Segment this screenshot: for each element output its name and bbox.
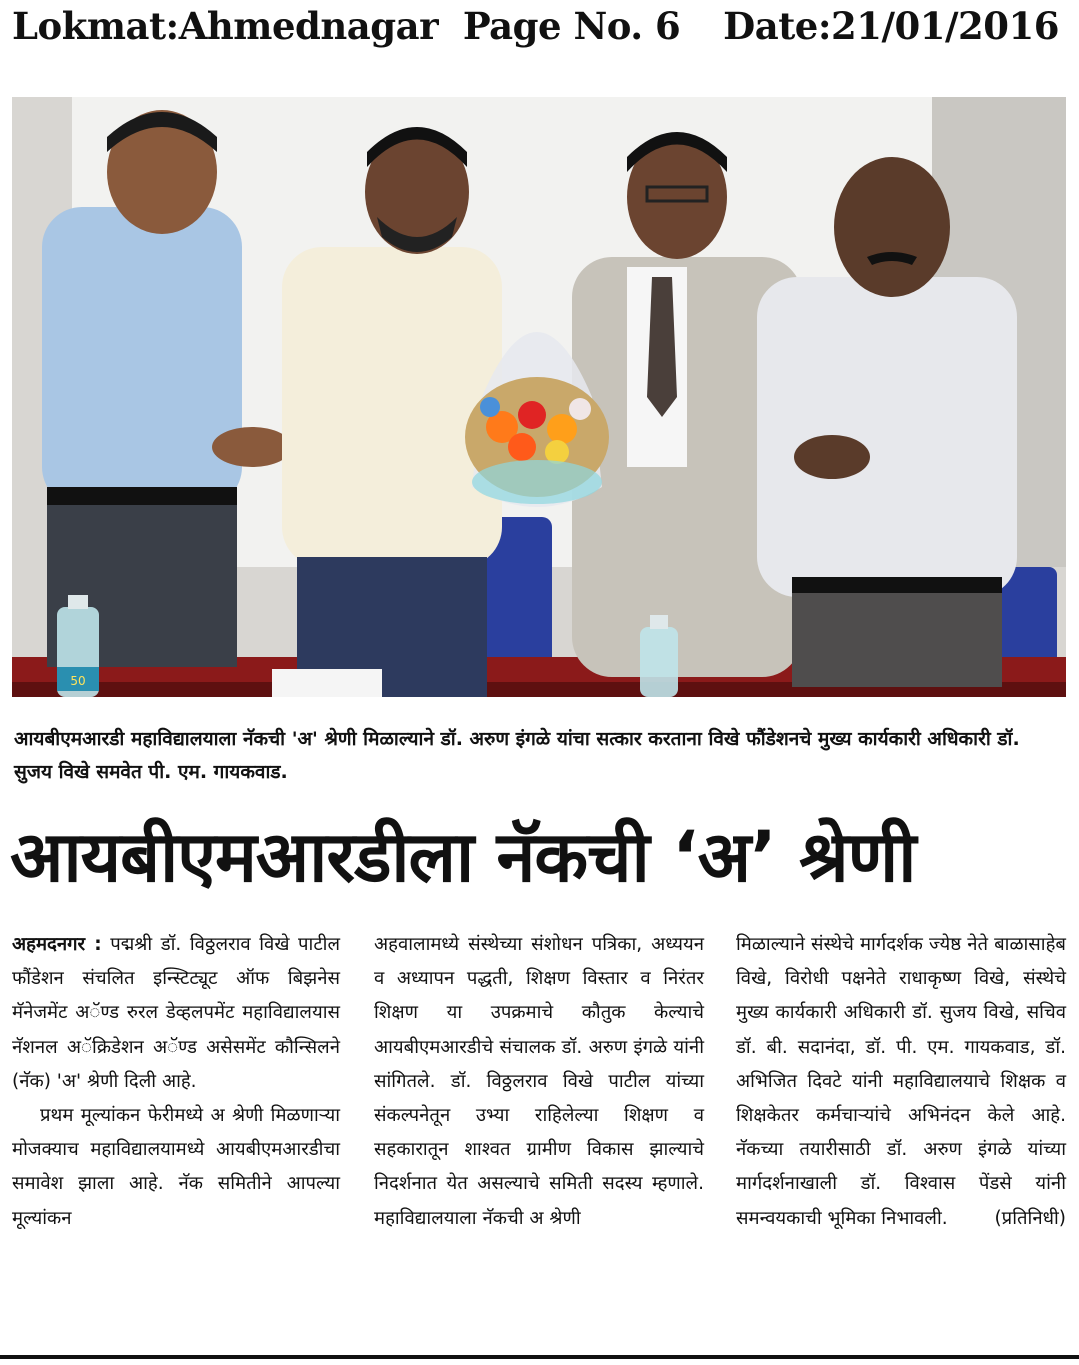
article-paragraph: प्रथम मूल्यांकन फेरीमध्ये अ श्रेणी मिळणाऱ्या मोजक्याच महाविद्यालयामध्ये आयबीएमआरडीचा समावेश झाला आहे. नॅक समितीने आपल्या मूल्यांकन xyxy=(12,1105,340,1229)
bottle-label: 50 xyxy=(70,674,86,688)
masthead xyxy=(0,0,1079,60)
article-column-1 xyxy=(12,928,340,1236)
article-paragraph: अहवालामध्ये संस्थेच्या संशोधन पत्रिका, अध्ययन व अध्यापन पद्धती, शिक्षण विस्तार व निरंतर शिक्षण या उपक्रमाचे कौतुक केल्याचे आयबीएमआरडीचे संचालक डॉ. अरुण इंगळे यांनी सांगितले. डॉ. विठ्ठलराव विखे पाटील यांच्या संकल्पनेतून उभ्या राहिलेल्या शिक्षण व सहकारातून शाश्वत ग्रामीण विकास झाल्याचे निदर्शनात येत असल्याचे समिती सदस्य म्हणाले. महाविद्यालयाला नॅकची अ श्रेणी xyxy=(374,934,704,1229)
article-text: पद्मश्री डॉ. विठ्ठलराव विखे पाटील फौंडेशन संचलित इन्स्टिट्यूट ऑफ बिझनेस मॅनेजमेंट अॅण्ड रुरल डेव्हलपमेंट महाविद्यालयास नॅशनल अॅक्रिडेशन अॅण्ड असेसमेंट कौन्सिलने (नॅक) 'अ' श्रेणी दिली आहे. xyxy=(12,934,340,1092)
byline-credit: (प्रतिनिधी) xyxy=(994,1207,1066,1229)
bottom-rule xyxy=(0,1355,1079,1359)
article-column-2 xyxy=(374,928,704,1236)
dateline: अहमदनगर : xyxy=(12,934,102,955)
article-paragraph xyxy=(12,928,340,1099)
photo-caption: आयबीएमआरडी महाविद्यालयाला नॅकची 'अ' श्रेणी मिळाल्याने डॉ. अरुण इंगळे यांचा सत्कार करताना विखे फौंडेशनचे मुख्य कार्यकारी अधिकारी डॉ. सुजय विखे समवेत पी. एम. गायकवाड. xyxy=(14,728,1020,783)
water-bottle-left xyxy=(57,595,99,697)
article-column-3 xyxy=(736,928,1066,1236)
masthead-date: Date:21/01/2016 xyxy=(723,4,1059,48)
news-photo xyxy=(12,97,1066,697)
event-photo-illustration xyxy=(12,97,1066,697)
masthead-source: Lokmat:Ahmednagar Page No. 6 xyxy=(12,4,681,48)
headline: आयबीएमआरडीला नॅकची ‘अ’ श्रेणी xyxy=(10,816,916,898)
name-plate xyxy=(272,669,382,697)
article-paragraph: मिळाल्याने संस्थेचे मार्गदर्शक ज्येष्ठ नेते बाळासाहेब विखे, विरोधी पक्षनेते राधाकृष्ण विखे, संस्थेचे मुख्य कार्यकारी अधिकारी डॉ. सुजय विखे, सचिव डॉ. बी. सदानंदा, डॉ. पी. एम. गायकवाड, डॉ. अभिजित दिवटे यांनी महाविद्यालयाचे शिक्षक व शिक्षकेतर कर्मचाऱ्यांचे अभिनंदन केले आहे. नॅकच्या तयारीसाठी डॉ. अरुण इंगळे यांच्या मार्गदर्शनाखाली डॉ. विश्वास पेंडसे यांनी समन्वयकाची भूमिका निभावली. xyxy=(736,934,1066,1229)
